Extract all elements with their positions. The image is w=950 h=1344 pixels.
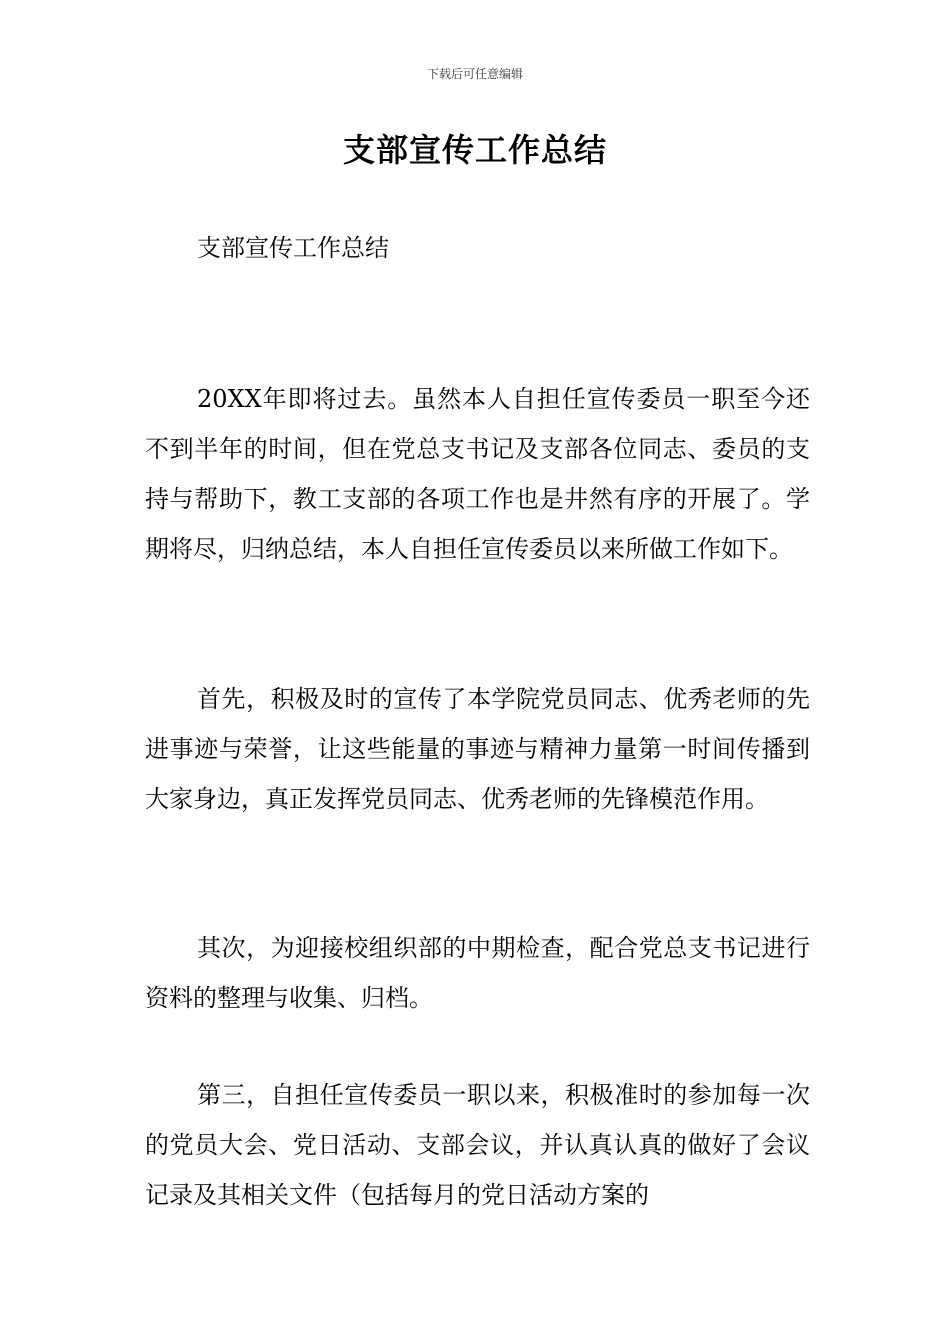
paragraph-intro: 20XX年即将过去。虽然本人自担任宣传委员一职至今还不到半年的时间，但在党总支书记及支部各位同志、委员的支持与帮助下，教工支部的各项工作也是井然有序的开展了。学期将尽，归纳总结，本人自担任宣传委员以来所做工作如下。 — [145, 385, 810, 563]
paragraph-third: 第三，自担任宣传委员一职以来，积极准时的参加每一次的党员大会、党日活动、支部会议，并认真认真的做好了会议记录及其相关文件（包括每月的党日活动方案的 — [145, 1081, 810, 1209]
document-subtitle: 支部宣传工作总结 — [197, 234, 389, 262]
document-title: 支部宣传工作总结 — [342, 131, 607, 169]
page-header-note: 下载后可任意编辑 — [426, 67, 523, 81]
paragraph-second: 其次，为迎接校组织部的中期检查，配合党总支书记进行资料的整理与收集、归档。 — [145, 934, 810, 1012]
paragraph-first: 首先，积极及时的宣传了本学院党员同志、优秀老师的先进事迹与荣誉，让这些能量的事迹与精神力量第一时间传播到大家身边，真正发挥党员同志、优秀老师的先锋模范作用。 — [145, 685, 810, 813]
